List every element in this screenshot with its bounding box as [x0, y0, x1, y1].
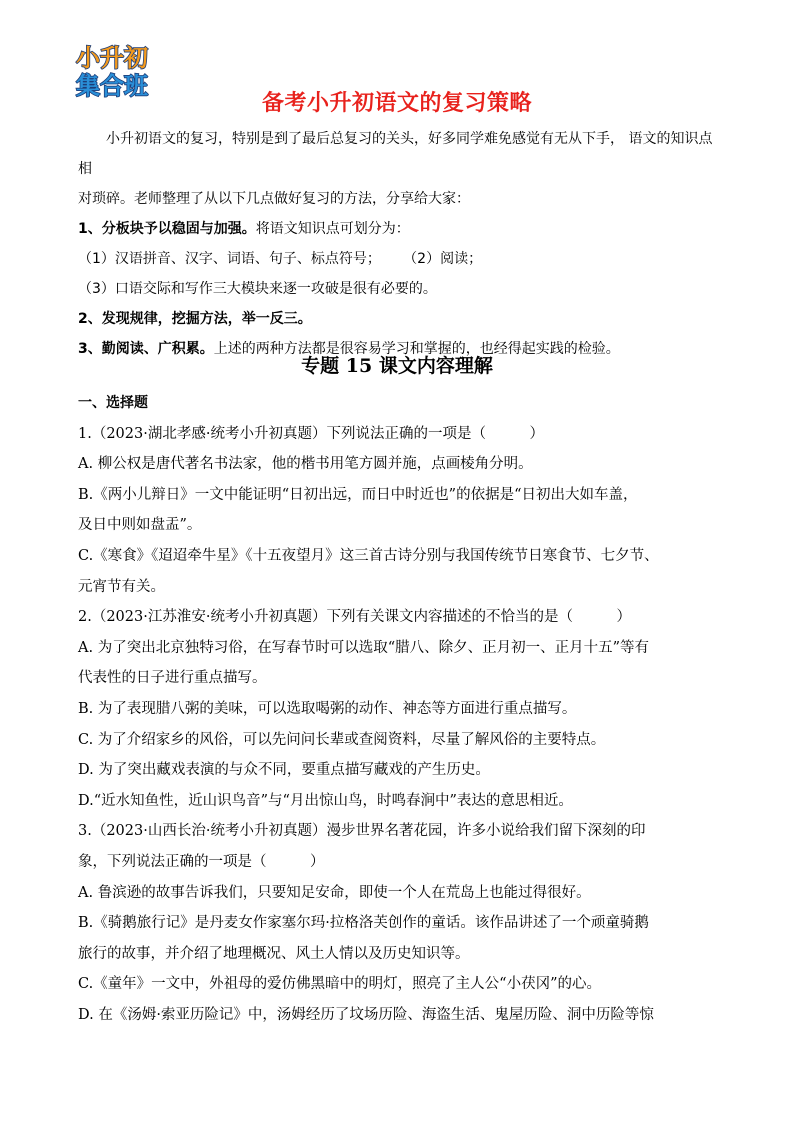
point-heading: 1、分板块予以稳固与加强。: [78, 221, 256, 237]
text-line: 2.（2023·江苏淮安·统考小升初真题）下列有关课文内容描述的不恰当的是（ ）: [78, 609, 631, 626]
text-line: 象，下列说法正确的一项是（ ）: [78, 853, 325, 870]
intro-paragraph-line: 对琐碎。老师整理了从以下几点做好复习的方法，分享给大家：: [78, 191, 470, 207]
text-line: 元宵节有关。: [78, 578, 165, 595]
text-line: A. 柳公权是唐代著名书法家，他的楷书用笔方圆并施，点画棱角分明。: [78, 456, 533, 473]
svg-text:小升初: 小升初: [76, 44, 148, 72]
text-line: D. 为了突出藏戏表演的与众不同，要重点描写藏戏的产生历史。: [78, 762, 490, 779]
intro-point-2: 2、发现规律，挖掘方法，举一反三。: [78, 311, 312, 327]
text-line: 代表性的日子进行重点描写。: [78, 670, 267, 687]
text-line: C.《童年》一文中，外祖母的爱仿佛黑暗中的明灯，照亮了主人公“小茯冈”的心。: [78, 976, 602, 993]
text-line: A. 为了突出北京独特习俗，在写春节时可以选取“腊八、除夕、正月初一、正月十五”等有: [78, 639, 650, 656]
point-heading: 3、勤阅读、广积累。: [78, 341, 214, 357]
intro-subpoints: [78, 244, 718, 274]
subpoint: （2）阅读；: [403, 251, 483, 267]
text-line: C.《寒食》《迢迢牵牛星》《十五夜望月》这三首古诗分别与我国传统节日寒食节、七夕节、: [78, 547, 659, 564]
intro-section: [78, 124, 718, 364]
text-line: D.“近水知鱼性，近山识鸟音”与“月出惊山鸟，时鸣春涧中”表达的意思相近。: [78, 792, 573, 809]
section-heading: 一、选择题: [78, 395, 148, 411]
text-line: C. 为了介绍家乡的风俗，可以先问问长辈或查阅资料，尽量了解风俗的主要特点。: [78, 731, 606, 748]
text-line: D. 在《汤姆·索亚历险记》中，汤姆经历了坟场历险、海盗生活、鬼屋历险、洞中历险等惊: [78, 1006, 654, 1023]
text-line: B.《两小儿辩日》一文中能证明“日初出远，而日中时近也”的依据是“日初出大如车盖，: [78, 486, 638, 503]
text-line: 及日中则如盘盂”。: [78, 517, 202, 534]
svg-text:集合班: 集合班: [76, 72, 148, 100]
point-text: 上述的两种方法都是很容易学习和掌握的，也经得起实践的检验。: [213, 341, 620, 357]
page-title: 备考小升初语文的复习策略: [261, 91, 532, 116]
question-section: [78, 388, 718, 1030]
topic-title: 专题 15 课文内容理解: [301, 355, 493, 377]
point-text: 将语文知识点可划分为：: [255, 221, 410, 237]
text-line: A. 鲁滨逊的故事告诉我们，只要知足安命，即使一个人在荒岛上也能过得很好。: [78, 884, 591, 901]
text-line: 3.（2023·山西长治·统考小升初真题）漫步世界名著花园，许多小说给我们留下深刻的印: [78, 823, 646, 840]
text-line: B.《骑鹅旅行记》是丹麦女作家塞尔玛·拉格洛芙创作的童话。该作品讲述了一个顽童骑鹅: [78, 915, 649, 932]
text-line: B. 为了表现腊八粥的美味，可以选取喝粥的动作、神态等方面进行重点描写。: [78, 700, 577, 717]
text-line: 旅行的故事，并介绍了地理概况、风土人情以及历史知识等。: [78, 945, 470, 962]
intro-paragraph-line: 小升初语文的复习，特别是到了最后总复习的关头，好多同学难免感觉有无从下手， 语文的知识点相: [78, 131, 713, 177]
intro-point-1: [78, 214, 718, 244]
subpoint: （3）口语交际和写作三大模块来逐一攻破是很有必要的。: [78, 281, 437, 297]
subpoint: （1）汉语拼音、汉字、词语、句子、标点符号；: [78, 251, 381, 267]
text-line: 1.（2023·湖北孝感·统考小升初真题）下列说法正确的一项是（ ）: [78, 425, 544, 442]
